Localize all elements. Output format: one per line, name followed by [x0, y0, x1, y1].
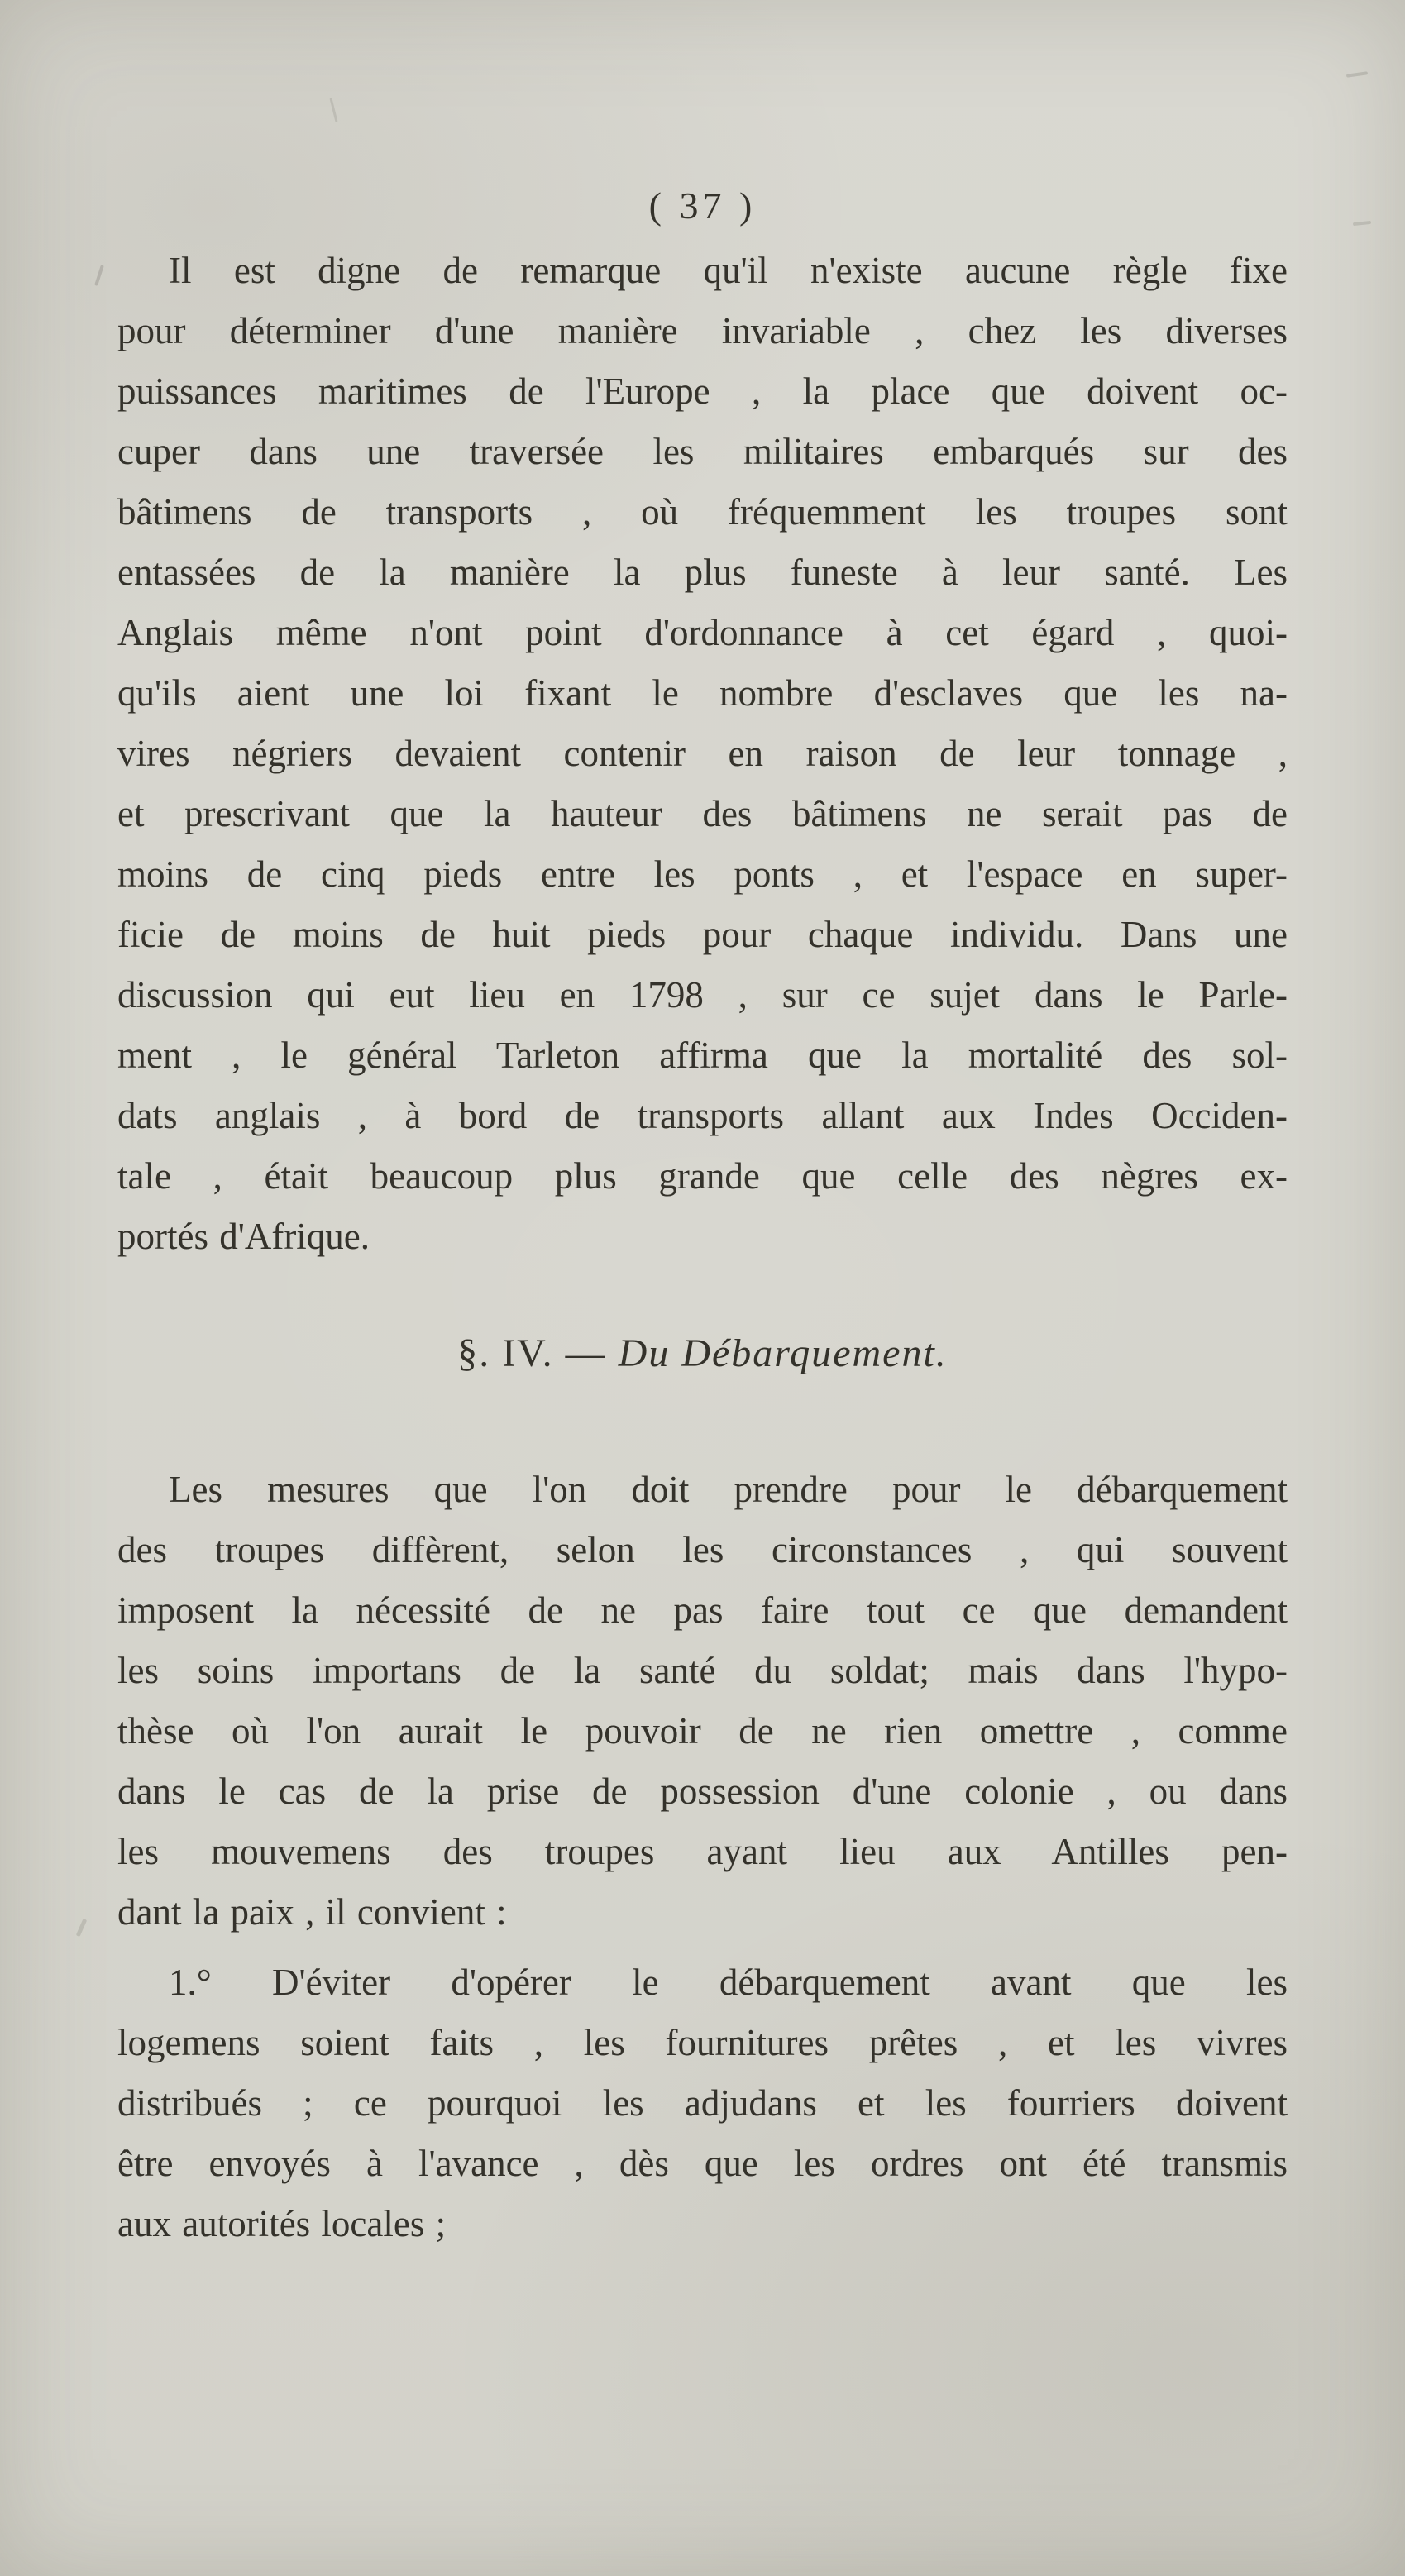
- section-title: Du Débarquement.: [618, 1331, 948, 1375]
- text-line: 1.° D'éviter d'opérer le débarquement avant que les: [169, 1962, 1288, 2003]
- text-line: distribués ; ce pourquoi les adjudans et les fourriers doivent: [117, 2082, 1288, 2124]
- text-line: thèse où l'on aurait le pouvoir de ne rien omettre , comme: [117, 1710, 1288, 1752]
- text-line: être envoyés à l'avance , dès que les ordres ont été transmis: [117, 2143, 1288, 2184]
- text-line: des troupes diffèrent, selon les circonstances , qui souvent: [117, 1529, 1288, 1570]
- page-number: ( 37 ): [648, 184, 757, 227]
- text-line: tale , était beaucoup plus grande que celle des nègres ex-: [117, 1155, 1288, 1197]
- text-line: et prescrivant que la hauteur des bâtimens ne serait pas de: [117, 793, 1288, 834]
- scan-artifact: [1346, 71, 1368, 78]
- text-line: discussion qui eut lieu en 1798 , sur ce sujet dans le Parle-: [117, 974, 1288, 1016]
- text-line: dant la paix , il convient :: [117, 1891, 507, 1933]
- text-line: ficie de moins de huit pieds pour chaque individu. Dans une: [117, 914, 1288, 955]
- text-line: aux autorités locales ;: [117, 2203, 447, 2244]
- text-line: puissances maritimes de l'Europe , la place que doivent oc-: [117, 370, 1288, 412]
- paragraph: [117, 1460, 1288, 1943]
- text-line: cuper dans une traversée les militaires embarqués sur des: [117, 431, 1288, 472]
- text-line: ment , le général Tarleton affirma que la mortalité des sol-: [117, 1035, 1288, 1076]
- scan-artifact: [76, 1919, 88, 1937]
- text-line: portés d'Afrique.: [117, 1216, 370, 1257]
- text-line: moins de cinq pieds entre les ponts , et l'espace en super-: [117, 853, 1288, 895]
- text-line: Il est digne de remarque qu'il n'existe aucune règle fixe: [169, 250, 1288, 291]
- text-line: entassées de la manière la plus funeste à leur santé. Les: [117, 552, 1288, 593]
- paragraph: [117, 241, 1288, 1267]
- paragraph: [117, 1952, 1288, 2254]
- scan-artifact: [329, 98, 337, 122]
- text-line: bâtimens de transports , où fréquemment les troupes sont: [117, 491, 1288, 533]
- section-heading: [117, 1323, 1288, 1384]
- text-line: logemens soient faits , les fournitures prêtes , et les vivres: [117, 2022, 1288, 2063]
- text-line: les mouvemens des troupes ayant lieu aux Antilles pen-: [117, 1831, 1288, 1872]
- page-content: [117, 241, 1288, 2254]
- book-page: [117, 184, 1288, 2254]
- scan-artifact: [94, 265, 104, 286]
- text-line: vires négriers devaient contenir en raison de leur tonnage ,: [117, 733, 1288, 774]
- text-line: pour déterminer d'une manière invariable , chez les diverses: [117, 310, 1288, 351]
- text-line: imposent la nécessité de ne pas faire tout ce que demandent: [117, 1589, 1288, 1631]
- text-line: qu'ils aient une loi fixant le nombre d'esclaves que les na-: [117, 672, 1288, 714]
- text-line: dans le cas de la prise de possession d'une colonie , ou dans: [117, 1771, 1288, 1812]
- text-line: Les mesures que l'on doit prendre pour le débarquement: [169, 1469, 1288, 1510]
- text-line: Anglais même n'ont point d'ordonnance à cet égard , quoi-: [117, 612, 1288, 653]
- text-line: les soins importans de la santé du soldat; mais dans l'hypo-: [117, 1650, 1288, 1691]
- scan-artifact: [1353, 221, 1371, 226]
- section-number: §. IV. —: [457, 1331, 619, 1375]
- text-line: dats anglais , à bord de transports allant aux Indes Occiden-: [117, 1095, 1288, 1136]
